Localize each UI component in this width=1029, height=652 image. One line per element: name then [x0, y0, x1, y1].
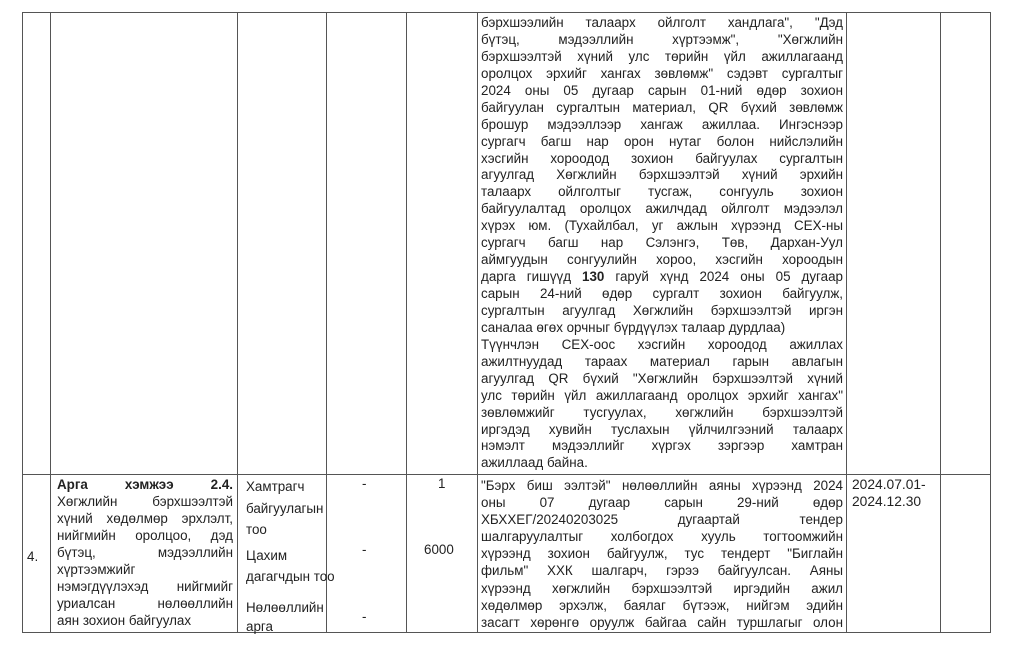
table-border: [237, 12, 238, 632]
text-line: сарын 24-ний өдөр сургалт зохион байгуулж,: [481, 286, 843, 301]
baseline-value: -: [362, 542, 367, 557]
text-line: нийгмийн оролцоо, дэд: [57, 527, 233, 543]
text-line: сургалтын агуулгад Хөгжлийн бэрхшээлтэй иргэн: [481, 302, 843, 318]
table-border: [22, 12, 991, 13]
text-line: хүртээмжийг: [57, 561, 136, 577]
text-line: 2024 оны 05 дугаар сарын 01-ний өдөр зохион: [481, 82, 843, 98]
text-line: агуулгад QR бүхий "Хөгжлийн бэрхшээлтэй хүний: [481, 370, 843, 386]
text-span: 130: [582, 269, 605, 285]
baseline-value: -: [362, 476, 367, 491]
text-line: ХБХХЕГ/20240203025 дугаартай тендер: [481, 512, 843, 528]
text-line: талаарх ойлголтыг тусгаж, сонгууль зохион: [481, 184, 843, 200]
text-line: сургагч багш нар Сэлэнгэ, Төв, Дархан-Уул: [481, 235, 843, 251]
text-line: брошур мэдээллээр хангаж ажиллаа. Ингэснээр: [481, 116, 843, 132]
text-line: оролцох эрхийг хангах зөвлөмж" сэдэвт сургалтыг: [481, 65, 843, 81]
row1-report-text: [481, 15, 843, 472]
table-border: [846, 12, 847, 632]
text-line: аян зохион байгуулах: [57, 612, 192, 628]
table-border: [940, 12, 941, 632]
activity-title: Арга хэмжээ 2.4.: [57, 477, 233, 492]
text-line: уриалсан нөлөөллийн: [57, 595, 233, 611]
text-line: шалгаруулалтыг холбогдох хууль тогтоомжийн: [481, 529, 843, 545]
table-border: [990, 12, 991, 632]
text-line: бүтэц, мэдээллийн: [57, 544, 233, 560]
indicator-label: Нөлөөллийн арга: [246, 600, 324, 634]
text-line: Хөгжлийн бэрхшээлтэй: [57, 493, 233, 509]
text-line: байгуулан сургалтын материал, QR бүхий зөвлөмж: [481, 99, 843, 115]
text-line: бэрхшээлийн талаарх ойлголт хандлага", "Дэд: [481, 15, 843, 30]
text-line: фильм" ХХК шалгарч, гэрээ байгуулсан. Аяны: [481, 563, 843, 579]
text-line: хүрээнд хөгжлийн бэрхшээлтэй иргэдийн ажил: [481, 580, 843, 596]
baseline-value: -: [362, 609, 367, 624]
text-span: дарга гишүүд: [481, 269, 583, 285]
table-border: [477, 12, 478, 632]
text-line: ажилтнуудад тараах материал гарын авлагын: [481, 353, 843, 369]
text-line: хүрэх юм. (Тухайлбал, уг ажлын хүрээнд СЕХ-ны: [481, 218, 843, 234]
indicator-label: Хамтрагч байгуулагын тоо: [246, 479, 324, 537]
text-line: засагт хөрөнгө оруулж байгаа сайн туршлагыг олон: [481, 614, 843, 630]
text-line: байгуулалтад оролцох ажилчдад ойлголт мэдээлэл: [481, 201, 843, 217]
text-line: агуулгад Хөгжлийн бэрхшээлтэй хүний эрхийн: [481, 167, 843, 183]
text-line: нэмэгдүүлэхэд нийгмийг: [57, 578, 233, 594]
text-span: гаруй хүнд 2024 оны 05 дугаар: [604, 269, 843, 285]
table-border: [22, 474, 991, 475]
table-border: [326, 12, 327, 632]
text-line: Түүнчлэн СЕХ-оос хэсгийн хороодод ажиллах: [481, 336, 843, 352]
text-line: "Бэрх биш ээлтэй" нөлөөллийн аяны хүрээнд 2024: [481, 478, 843, 493]
text-line: зөвлөмжийг тусгуулах, хөгжлийн бэрхшээлтэй: [481, 404, 843, 420]
text-line: иргэдэд хувийн туслахын үйлчилгээний талаарх: [481, 421, 843, 437]
table-border: [22, 632, 991, 633]
row2-report-text: [481, 477, 843, 631]
text-line: хэсгийн хороодод зохион байгуулах сургалтын: [481, 150, 843, 166]
text-line: ажиллаад байна.: [481, 455, 588, 471]
target-value: 6000: [424, 542, 454, 557]
table-border: [406, 12, 407, 632]
target-value: 1: [438, 476, 446, 491]
text-line: сургагч багш нар орон нутаг болон нийслэлийн: [481, 133, 843, 149]
activity-text: [57, 477, 233, 629]
text-line: бэрхшээлтэй хүний улс төрийн үйл ажиллагаанд: [481, 48, 843, 64]
text-line: аймгуудын сонгуулийн хороо, хэсгийн хороодын: [481, 252, 843, 268]
text-line: хүний хөдөлмөр эрхлэлт,: [57, 510, 233, 526]
period: 2024.07.01- 2024.12.30: [852, 477, 926, 509]
table-border: [22, 12, 23, 632]
text-line: оны 07 дугаар сарын 29-ний өдөр: [481, 495, 843, 511]
text-line: хөдөлмөр эрхэлж, баялаг бүтээж, нийгэм эдийн: [481, 597, 843, 613]
row-number: 4.: [27, 549, 39, 564]
indicator-label: Цахим дагагчдын тоо: [246, 548, 335, 584]
table-border: [50, 12, 51, 632]
text-line: нэмэлт мэдээллийг хүргэх зэргээр хамтран: [481, 438, 843, 454]
text-line: саналаа өгөх орчныг бүрдүүлэх талаар дурдлаа): [481, 319, 786, 335]
text-line: улс төрийн үйл ажиллагаанд оролцох эрхийг хангах": [481, 387, 843, 403]
text-line: бүтэц, мэдээллийн хүртээмж", "Хөгжлийн: [481, 31, 843, 47]
text-line: хүрээнд зохион байгуулж, тус тендерт "Биглайн: [481, 546, 843, 562]
text-line: [481, 269, 843, 286]
